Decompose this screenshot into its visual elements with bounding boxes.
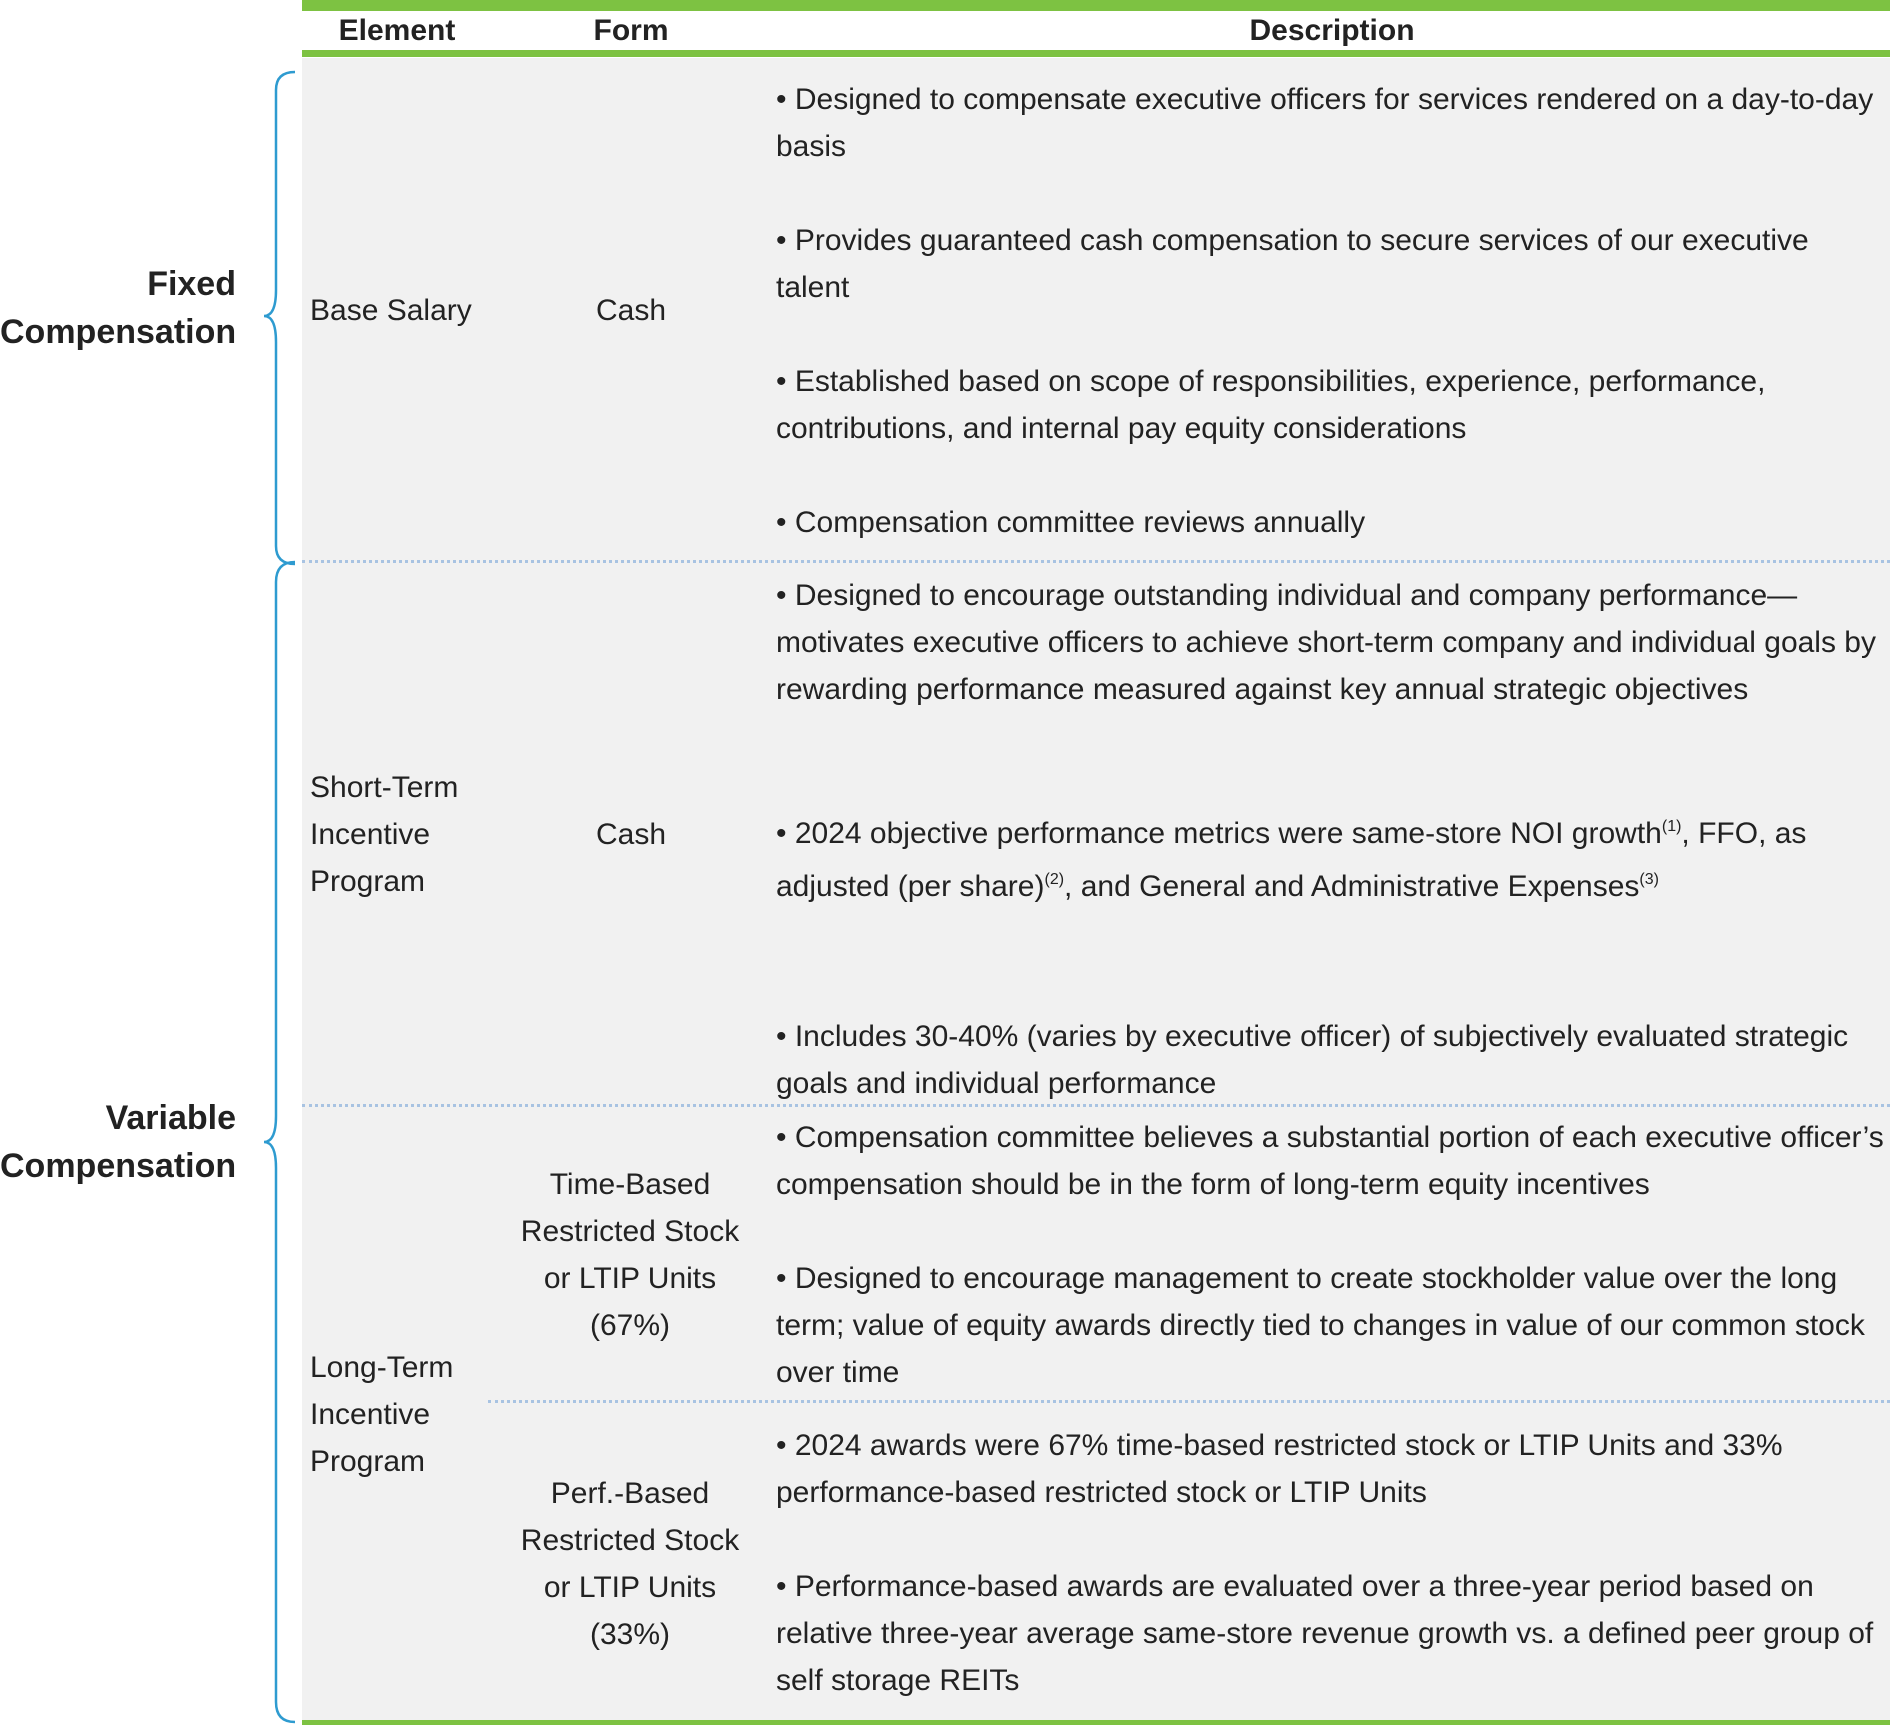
header-bottom-rule: [302, 50, 1890, 57]
bullet-item: • Compensation committee believes a substantial portion of each executive officer’s compensation should be in the form of long-term equity incentives: [776, 1121, 1884, 1201]
fixed-compensation-label: Fixed Compensation: [0, 265, 237, 351]
table-bottom-rule: [302, 1720, 1890, 1725]
bullet-item: • Provides guaranteed cash compensation to secure services of our executive talent: [776, 224, 1809, 304]
bullet-item: • Designed to compensate executive officers for services rendered on a day-to-day basis: [776, 83, 1874, 163]
header-top-rule: [302, 0, 1890, 11]
form-time-based: Time-Based Restricted Stock or LTIP Units (67%): [520, 1168, 740, 1342]
variable-compensation-label: Variable Compensation: [0, 1099, 237, 1185]
description-short-term: [776, 572, 1888, 1107]
description-perf-based: [776, 1422, 1888, 1704]
bullet-item: • Compensation committee reviews annually: [776, 506, 1366, 539]
element-short-term: Short-Term Incentive Program: [310, 771, 459, 898]
bullet-item: • 2024 awards were 67% time-based restricted stock or LTIP Units and 33% performance-based restricted stock or LTIP Units: [776, 1429, 1783, 1509]
description-time-based: [776, 1114, 1888, 1396]
form-perf-based: Perf.-Based Restricted Stock or LTIP Units (33%): [520, 1477, 740, 1651]
bullet-item: • Established based on scope of responsibilities, experience, performance, contributions, and internal pay equity considerations: [776, 365, 1766, 445]
bullet-item: • Includes 30-40% (varies by executive officer) of subjectively evaluated strategic goals and individual performance: [776, 1020, 1849, 1100]
header-form: Form: [593, 14, 669, 47]
bullet-item: • Designed to encourage outstanding individual and company performance—motivates executive officers to achieve short-term company and individual goals by rewarding performance measured against key annual strategic objectives: [776, 579, 1876, 706]
bullet-item: • Designed to encourage management to create stockholder value over the long term; value of equity awards directly tied to changes in value of our common stock over time: [776, 1262, 1865, 1389]
element-base-salary: Base Salary: [310, 294, 472, 327]
bullet-item: • Performance-based awards are evaluated over a three-year period based on relative three-year average same-store revenue growth vs. a defined peer group of self storage REITs: [776, 1570, 1874, 1697]
header-element: Element: [338, 14, 456, 47]
form-base-salary: Cash: [595, 294, 667, 327]
description-base-salary: [776, 76, 1888, 546]
variable-brace-icon: [250, 560, 300, 1724]
form-short-term: Cash: [595, 818, 667, 851]
row-separator: [302, 560, 1890, 563]
element-long-term: Long-Term Incentive Program: [310, 1351, 454, 1478]
fixed-brace-icon: [250, 70, 300, 566]
header-description: Description: [1249, 14, 1415, 47]
subrow-separator: [488, 1400, 1890, 1403]
bullet-item: • 2024 objective performance metrics were same-store NOI growth$^{(1)}$, FFO, as adjusted (per share)$^{(2)}$, and General and Administrative Expenses$^{(3)}$: [776, 817, 1807, 903]
